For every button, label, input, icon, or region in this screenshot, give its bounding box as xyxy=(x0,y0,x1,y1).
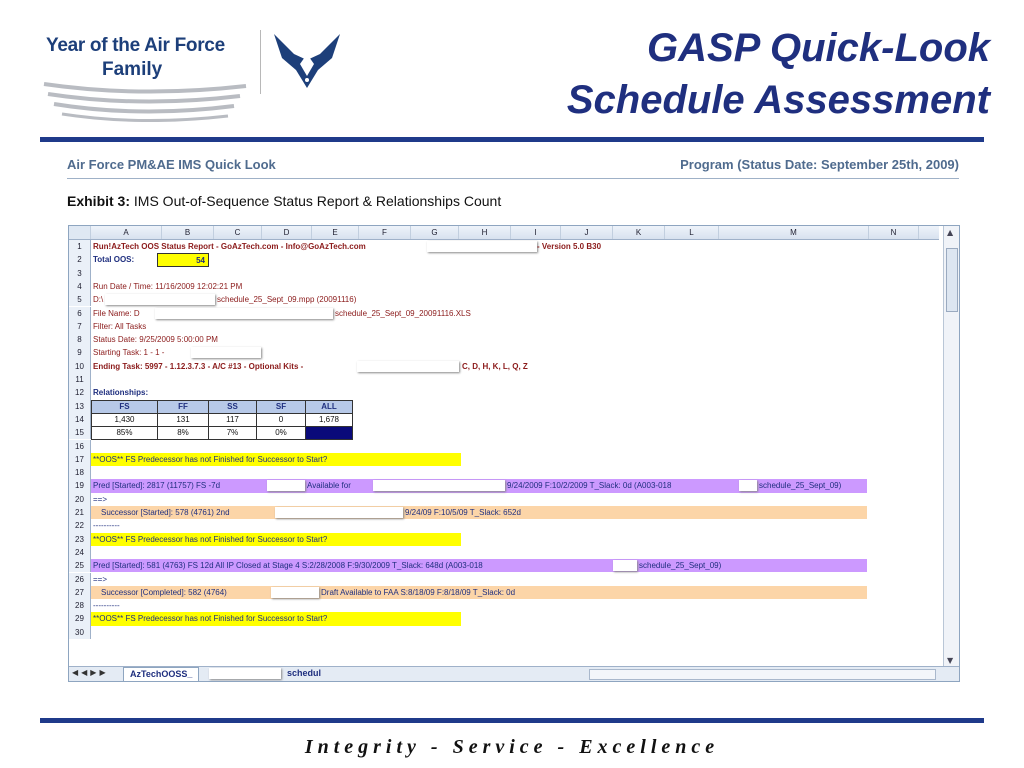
row-number[interactable]: 22 xyxy=(69,519,91,532)
rel-header-all[interactable]: ALL xyxy=(305,400,353,414)
rel-header-ss[interactable]: SS xyxy=(208,400,257,414)
year-of-air-force-family-logo xyxy=(40,26,380,122)
row-number[interactable]: 20 xyxy=(69,493,91,506)
column-header-n[interactable]: N xyxy=(869,226,919,239)
report-version-cell[interactable]: - Version 5.0 B30 xyxy=(537,242,602,251)
scroll-down-icon[interactable]: ▼ xyxy=(947,656,954,665)
air-force-wings-icon xyxy=(272,30,342,92)
column-header-g[interactable]: G xyxy=(411,226,459,239)
sheet-row-12 xyxy=(69,386,939,399)
file-name-cell[interactable]: File Name: D xyxy=(93,308,140,318)
redaction-box xyxy=(191,347,261,358)
row-number[interactable]: 10 xyxy=(69,360,91,373)
sheet-row-27 xyxy=(69,586,939,599)
top-rule xyxy=(40,137,984,142)
motto-footer: Integrity - Service - Excellence xyxy=(304,736,720,758)
starting-task-cell[interactable]: Starting Task: 1 - 1 - xyxy=(93,348,165,358)
rel-pct-ss[interactable]: 7% xyxy=(208,426,257,440)
row-number[interactable]: 15 xyxy=(69,426,91,439)
successor-cell[interactable]: Successor [Completed]: 582 (4764) xyxy=(101,587,227,597)
oos-warning-cell[interactable]: **OOS** FS Predecessor has not Finished for Successor to Start? xyxy=(91,533,461,546)
status-date-cell[interactable]: Status Date: 9/25/2009 5:00:00 PM xyxy=(93,335,218,345)
row-number[interactable]: 7 xyxy=(69,320,91,333)
row-number[interactable]: 26 xyxy=(69,573,91,586)
redaction-box xyxy=(155,308,333,319)
row-number[interactable]: 24 xyxy=(69,546,91,559)
row-number[interactable]: 6 xyxy=(69,307,91,320)
vertical-scrollbar[interactable] xyxy=(943,226,959,667)
rel-header-sf[interactable]: SF xyxy=(256,400,306,414)
separator-cell[interactable]: ---------- xyxy=(93,601,120,611)
scroll-up-icon[interactable]: ▲ xyxy=(947,228,954,237)
redaction-box xyxy=(357,361,459,372)
rel-count-ss[interactable]: 117 xyxy=(208,413,257,427)
column-header-i[interactable]: I xyxy=(511,226,561,239)
successor-dates-cell[interactable]: 9/24/09 F:10/5/09 T_Slack: 652d xyxy=(405,508,521,517)
rel-count-sf[interactable]: 0 xyxy=(256,413,306,427)
slide-title xyxy=(567,22,990,126)
row-number[interactable]: 12 xyxy=(69,386,91,399)
total-oos-label-cell[interactable]: Total OOS: xyxy=(93,255,135,265)
sheet-row-6 xyxy=(69,307,939,320)
redaction-box xyxy=(373,480,505,491)
sheet-row-30 xyxy=(69,626,939,639)
report-header-right: Program (Status Date: September 25th, 2009) xyxy=(680,157,959,172)
row-number[interactable]: 29 xyxy=(69,612,91,625)
redaction-box xyxy=(105,294,215,305)
column-header-h[interactable]: H xyxy=(459,226,511,239)
rel-count-all[interactable]: 1,678 xyxy=(305,413,353,427)
row-number[interactable]: 18 xyxy=(69,466,91,479)
oos-warning-cell[interactable]: **OOS** FS Predecessor has not Finished for Successor to Start? xyxy=(91,453,461,466)
column-header-l[interactable]: L xyxy=(665,226,719,239)
sheet-tab-schedul[interactable]: schedul xyxy=(287,668,322,678)
column-header-e[interactable]: E xyxy=(312,226,359,239)
sheet-row-28 xyxy=(69,599,939,612)
sheet-row-24 xyxy=(69,546,939,559)
sheet-row-26 xyxy=(69,573,939,586)
mpp-file-cell[interactable]: schedule_25_Sept_09.mpp (20091116) xyxy=(217,295,357,305)
column-header-bar xyxy=(69,226,939,240)
report-header-rule xyxy=(67,178,959,179)
rel-pct-all[interactable] xyxy=(305,426,353,440)
rel-pct-sf[interactable]: 0% xyxy=(256,426,306,440)
predecessor-file-cell[interactable]: schedule_25_Sept_09) xyxy=(639,561,722,571)
column-header-f[interactable]: F xyxy=(359,226,411,239)
total-oos-value-cell[interactable]: 54 xyxy=(157,253,209,266)
spreadsheet-window[interactable] xyxy=(68,225,960,682)
sheet-row-25 xyxy=(69,559,939,572)
sheet-row-21 xyxy=(69,506,939,519)
relationships-label-cell[interactable]: Relationships: xyxy=(93,388,149,398)
redaction-box xyxy=(271,587,319,598)
sheet-row-4 xyxy=(69,280,939,293)
sheet-row-22 xyxy=(69,519,939,532)
select-all-corner[interactable] xyxy=(69,226,91,239)
arrow-cell[interactable]: ==> xyxy=(93,494,108,504)
redaction-box xyxy=(267,480,305,491)
row-number[interactable]: 14 xyxy=(69,413,91,426)
row-number[interactable]: 4 xyxy=(69,280,91,293)
ending-task-codes-cell[interactable]: C, D, H, K, L, Q, Z xyxy=(462,361,528,371)
title-line1: GASP Quick-Look xyxy=(646,26,990,70)
sheet-row-5 xyxy=(69,293,939,306)
filter-cell[interactable]: Filter: All Tasks xyxy=(93,321,147,331)
sheet-row-29 xyxy=(69,612,939,625)
column-header-k[interactable]: K xyxy=(613,226,665,239)
sheet-row-23 xyxy=(69,533,939,546)
exhibit-caption xyxy=(67,193,501,209)
row-number[interactable]: 19 xyxy=(69,479,91,492)
mpp-path-cell[interactable]: D:\ xyxy=(93,295,104,305)
rel-pct-ff[interactable]: 8% xyxy=(157,426,209,440)
sheet-row-10 xyxy=(69,360,939,373)
row-number[interactable]: 1 xyxy=(69,240,91,253)
sheet-row-8 xyxy=(69,333,939,346)
row-number[interactable]: 16 xyxy=(69,440,91,453)
xls-file-cell[interactable]: schedule_25_Sept_09_20091116.XLS xyxy=(335,308,471,318)
logo-line1: Year of the Air Force xyxy=(46,35,225,56)
redaction-box xyxy=(427,241,537,252)
column-header-b[interactable]: B xyxy=(162,226,214,239)
bottom-rule xyxy=(40,718,984,723)
sheet-tab-bar xyxy=(69,666,959,681)
row-number[interactable]: 27 xyxy=(69,586,91,599)
row-number[interactable]: 25 xyxy=(69,559,91,572)
redaction-box xyxy=(275,507,403,518)
redaction-box xyxy=(739,480,757,491)
sheet-row-16 xyxy=(69,440,939,453)
run-date-cell[interactable]: Run Date / Time: 11/16/2009 12:02:21 PM xyxy=(93,281,243,291)
row-number[interactable]: 3 xyxy=(69,267,91,280)
row-number[interactable]: 2 xyxy=(69,253,91,266)
row-number[interactable]: 5 xyxy=(69,293,91,306)
sheet-row-9 xyxy=(69,346,939,359)
report-header-left: Air Force PM&AE IMS Quick Look xyxy=(67,157,276,172)
successor-cell[interactable]: Successor [Started]: 578 (4761) 2nd xyxy=(101,508,230,517)
predecessor-cell[interactable]: Pred [Started]: 2817 (11757) FS -7d xyxy=(93,481,221,491)
sheet-row-20 xyxy=(69,493,939,506)
column-header-m[interactable]: M xyxy=(719,226,869,239)
sheet-row-19 xyxy=(69,479,939,492)
column-header-c[interactable]: C xyxy=(214,226,262,239)
sheet-row-3 xyxy=(69,267,939,280)
row-number[interactable]: 11 xyxy=(69,373,91,386)
successor-dates-cell[interactable]: Draft Available to FAA S:8/18/09 F:8/18/09 T_Slack: 0d xyxy=(321,587,516,597)
logo-line2: Family xyxy=(102,59,163,80)
swoosh-icon xyxy=(40,76,250,122)
column-header-a[interactable]: A xyxy=(91,226,162,239)
column-header-j[interactable]: J xyxy=(561,226,613,239)
sheet-nav-arrows-icon[interactable]: ◀◀▶▶ xyxy=(72,668,109,677)
oos-warning-cell[interactable]: **OOS** FS Predecessor has not Finished for Successor to Start? xyxy=(91,612,461,625)
predecessor-available-cell[interactable]: Available for xyxy=(307,481,351,491)
logo-divider xyxy=(260,30,261,94)
title-line2: Schedule Assessment xyxy=(566,78,990,122)
sheet-row-17 xyxy=(69,453,939,466)
sheet-tab-aztechooss[interactable]: AzTechOOSS_ xyxy=(123,667,199,682)
row-number[interactable]: 21 xyxy=(69,506,91,519)
row-number[interactable]: 9 xyxy=(69,346,91,359)
scroll-thumb[interactable] xyxy=(946,248,958,312)
redaction-box xyxy=(613,560,637,571)
rel-header-ff[interactable]: FF xyxy=(157,400,209,414)
predecessor-file-cell[interactable]: schedule_25_Sept_09) xyxy=(759,481,842,491)
row-number[interactable]: 30 xyxy=(69,626,91,639)
redaction-box xyxy=(209,668,281,679)
rel-pct-fs[interactable]: 85% xyxy=(91,426,158,440)
sheet-row-18 xyxy=(69,466,939,479)
column-header-d[interactable]: D xyxy=(262,226,312,239)
row-number[interactable]: 8 xyxy=(69,333,91,346)
rel-header-fs[interactable]: FS xyxy=(91,400,158,414)
separator-cell[interactable]: ---------- xyxy=(93,521,120,531)
rel-count-ff[interactable]: 131 xyxy=(157,413,209,427)
sheet-row-7 xyxy=(69,320,939,333)
sheet-row-2 xyxy=(69,253,939,266)
row-number[interactable]: 17 xyxy=(69,453,91,466)
row-number[interactable]: 13 xyxy=(69,400,91,413)
exhibit-text: IMS Out-of-Sequence Status Report & Relationships Count xyxy=(130,193,502,209)
sheet-row-11 xyxy=(69,373,939,386)
rel-count-fs[interactable]: 1,430 xyxy=(91,413,158,427)
exhibit-label: Exhibit 3: xyxy=(67,193,131,209)
predecessor-dates-cell[interactable]: 9/24/2009 F:10/2/2009 T_Slack: 0d (A003-018 xyxy=(507,481,672,491)
horizontal-scrollbar[interactable] xyxy=(589,669,936,680)
row-number[interactable]: 28 xyxy=(69,599,91,612)
report-title-cell[interactable]: Run!AzTech OOS Status Report - GoAzTech.com - Info@GoAzTech.com xyxy=(93,242,366,251)
sheet-row-1 xyxy=(69,240,939,253)
predecessor-cell[interactable]: Pred [Started]: 581 (4763) FS 12d All IP Closed at Stage 4 S:2/28/2008 F:9/30/2009 T_Slack: 648d (A003-018 xyxy=(93,561,483,571)
row-number[interactable]: 23 xyxy=(69,533,91,546)
arrow-cell[interactable]: ==> xyxy=(93,574,108,584)
ending-task-cell[interactable]: Ending Task: 5997 - 1.12.3.7.3 - A/C #13 - Optional Kits - xyxy=(93,361,304,371)
